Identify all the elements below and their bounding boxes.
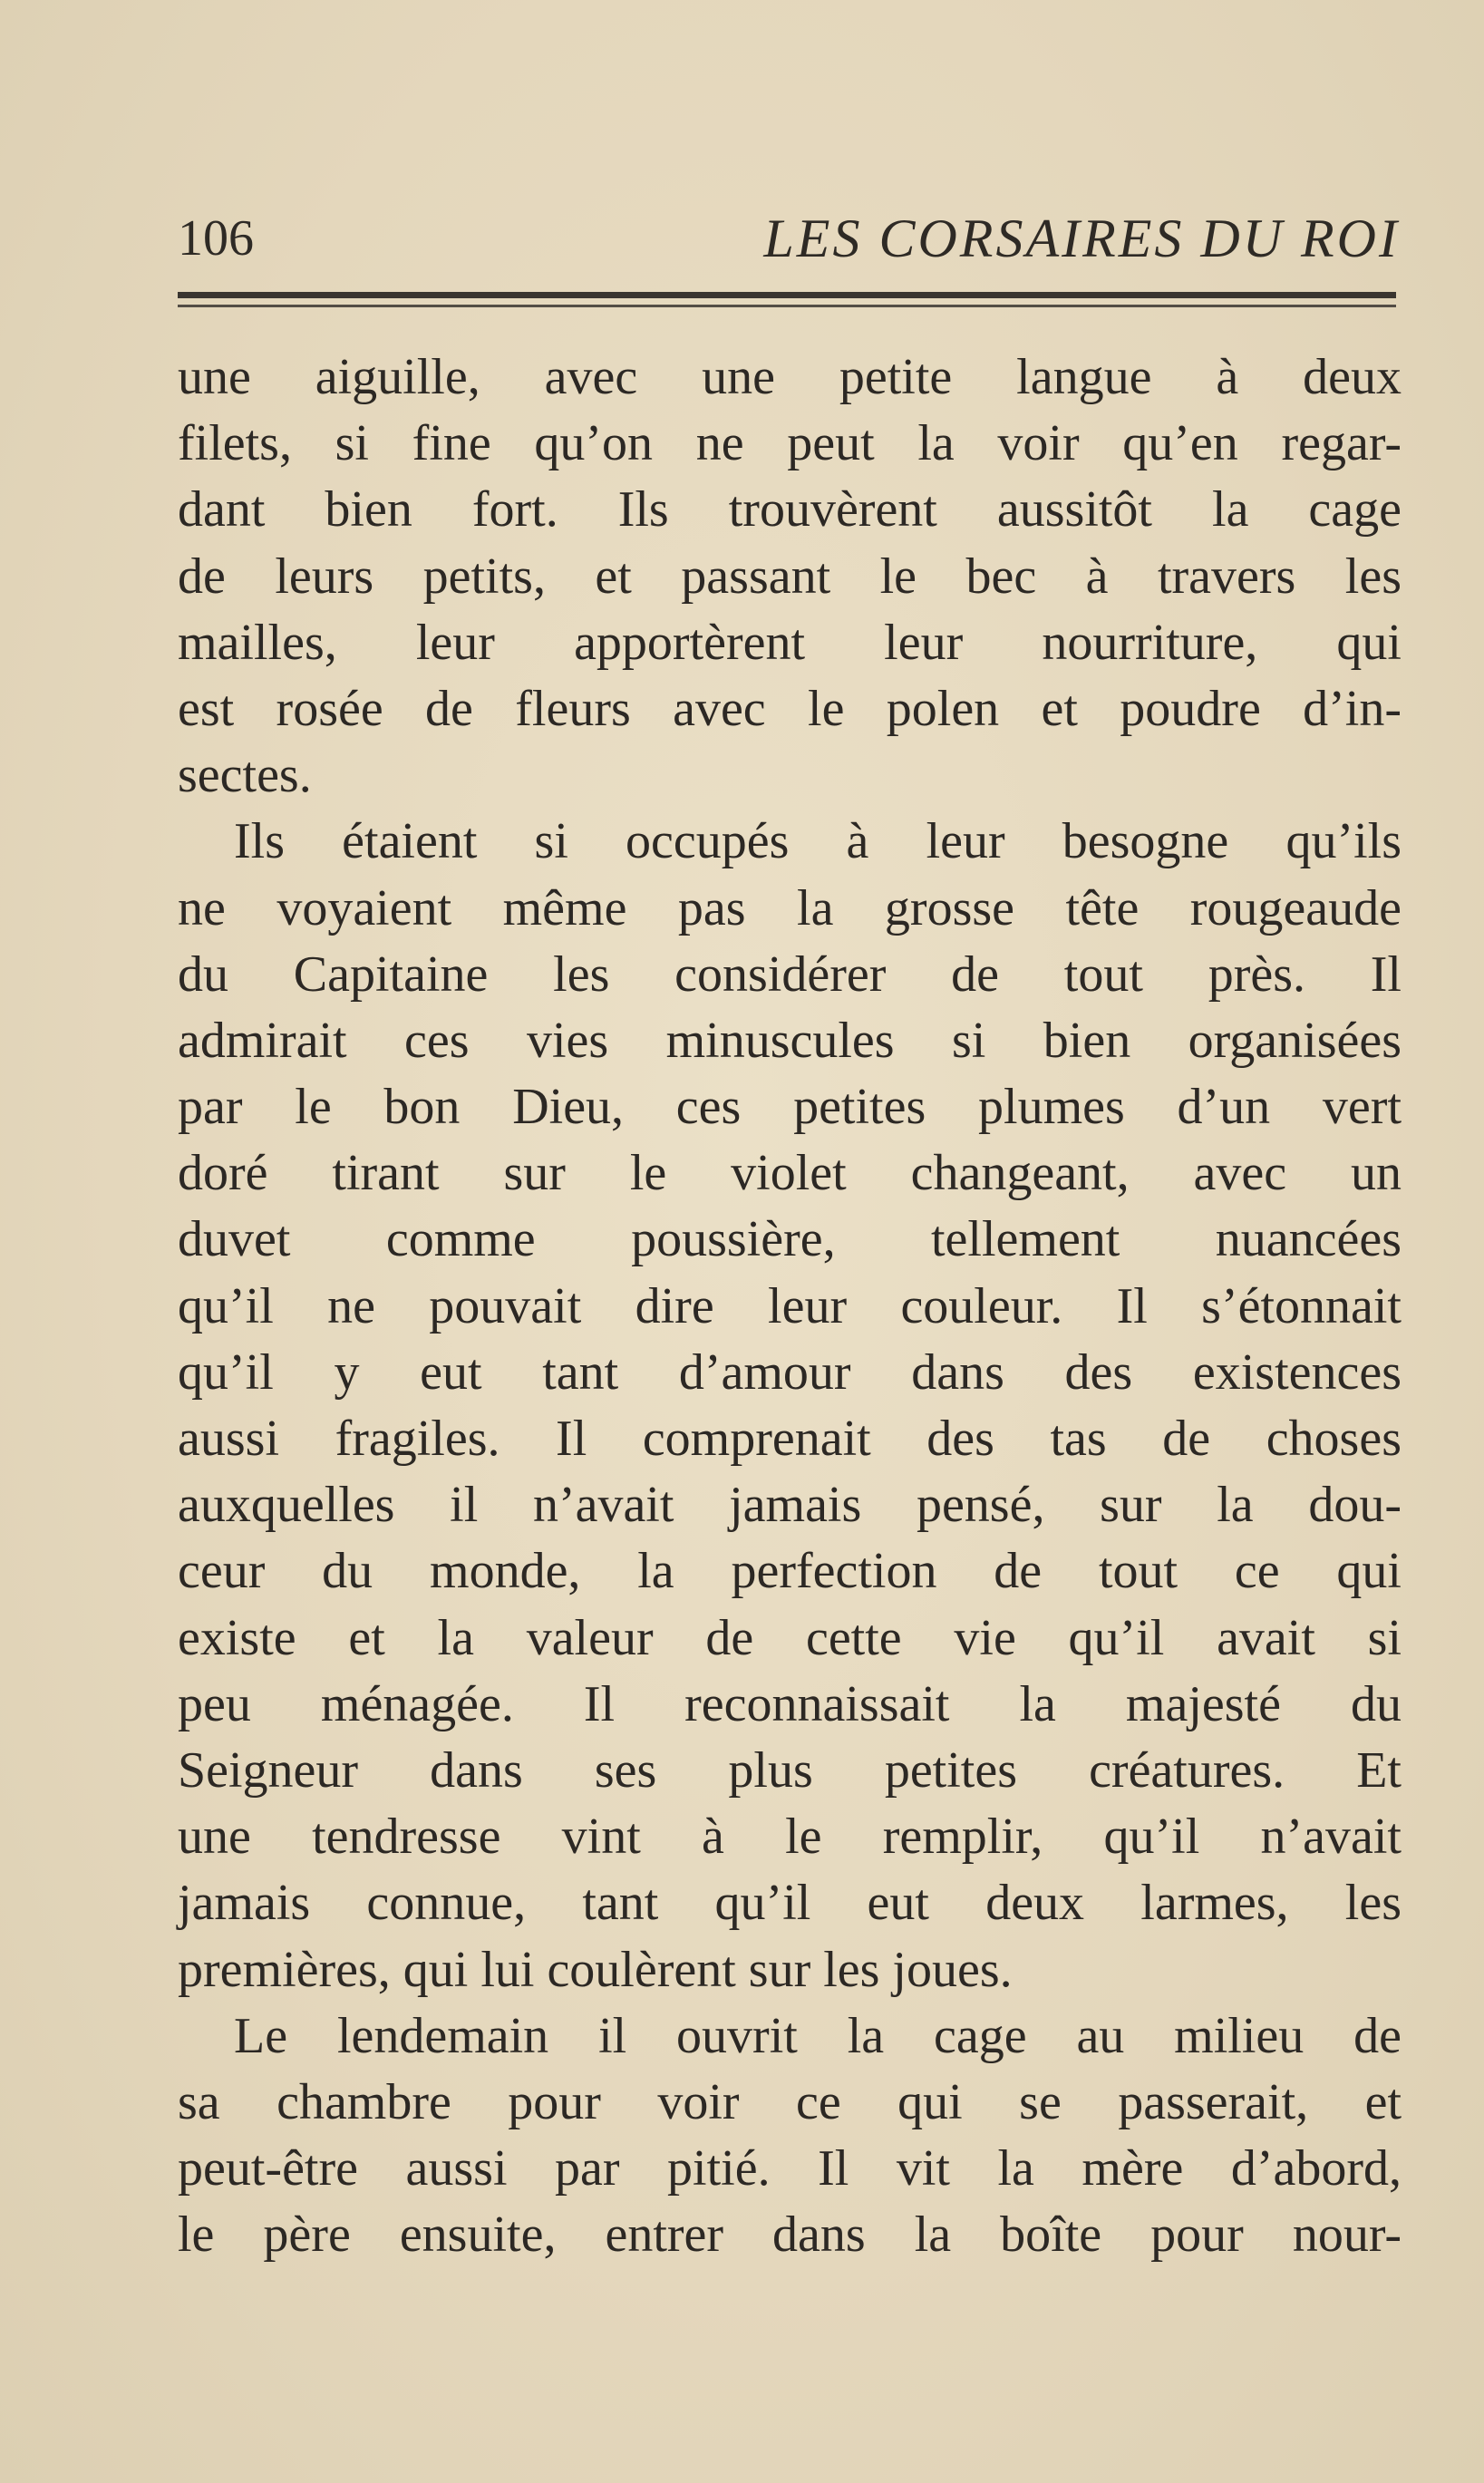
text-line: dant bien fort. Ils trouvèrent aussitôt la cage <box>178 481 1402 538</box>
text-line: mailles, leur apportèrent leur nourriture, qui <box>178 614 1402 671</box>
text-line: par le bon Dieu, ces petites plumes d’un vert <box>178 1079 1402 1136</box>
text-line: une tendresse vint à le remplir, qu’il n’avait <box>178 1809 1402 1866</box>
text-line: du Capitaine les considérer de tout près. Il <box>178 946 1402 1003</box>
text-line: admirait ces vies minuscules si bien organisées <box>178 1012 1402 1069</box>
text-line: auxquelles il n’avait jamais pensé, sur la dou- <box>178 1477 1402 1534</box>
text-line: existe et la valeur de cette vie qu’il avait si <box>178 1609 1402 1666</box>
header-rule-thin <box>178 305 1396 307</box>
text-line: Seigneur dans ses plus petites créatures. Et <box>178 1741 1402 1799</box>
book-title: LES CORSAIRES DU ROI <box>763 209 1400 268</box>
text-line: Le lendemain il ouvrit la cage au milieu de <box>234 2007 1402 2064</box>
text-line: sa chambre pour voir ce qui se passerait, et <box>178 2073 1402 2130</box>
text-line: jamais connue, tant qu’il eut deux larmes, les <box>178 1875 1402 1932</box>
text-line: duvet comme poussière, tellement nuancées <box>178 1211 1402 1268</box>
text-line: doré tirant sur le violet changeant, avec un <box>178 1145 1402 1202</box>
text-line: ne voyaient même pas la grosse tête rougeaude <box>178 879 1402 936</box>
text-line: Ils étaient si occupés à leur besogne qu’ils <box>234 813 1402 870</box>
running-head <box>178 207 1400 270</box>
text-line: premières, qui lui coulèrent sur les joues. <box>178 1941 1013 1998</box>
text-line: filets, si fine qu’on ne peut la voir qu’en regar- <box>178 415 1402 472</box>
text-line: le père ensuite, entrer dans la boîte pour nour- <box>178 2207 1402 2264</box>
text-line: qu’il ne pouvait dire leur couleur. Il s’étonnait <box>178 1277 1402 1334</box>
text-line: peu ménagée. Il reconnaissait la majesté du <box>178 1675 1402 1732</box>
text-line: qu’il y eut tant d’amour dans des existences <box>178 1343 1402 1401</box>
text-line: de leurs petits, et passant le bec à travers les <box>178 548 1402 605</box>
header-rule-thick <box>178 292 1396 298</box>
text-line: est rosée de fleurs avec le polen et poudre d’in- <box>178 680 1402 737</box>
text-line: sectes. <box>178 747 312 804</box>
text-line: une aiguille, avec une petite langue à deux <box>178 349 1402 405</box>
text-line: ceur du monde, la perfection de tout ce qui <box>178 1543 1402 1600</box>
text-line: peut-être aussi par pitié. Il vit la mère d’abord, <box>178 2140 1402 2197</box>
body-text <box>178 344 1402 2268</box>
page-number: 106 <box>178 210 254 267</box>
text-line: aussi fragiles. Il comprenait des tas de choses <box>178 1411 1402 1467</box>
